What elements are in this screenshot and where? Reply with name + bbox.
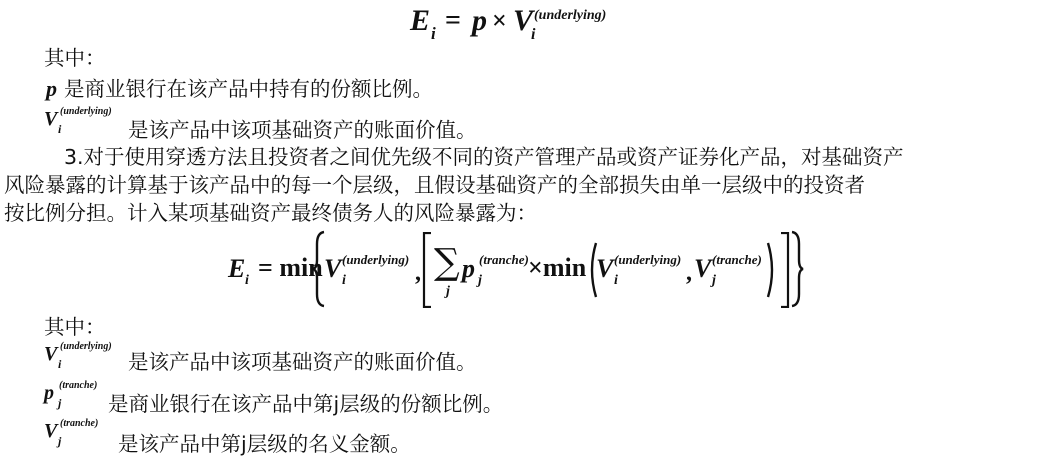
- def-pj-sup: (tranche): [59, 380, 98, 391]
- formula2-p-sub: j: [478, 273, 482, 288]
- def-v1-sup: (underlying): [60, 106, 112, 117]
- def-v1-symbol: V: [44, 108, 58, 130]
- formula2-E: E: [228, 254, 246, 283]
- def-v2-symbol: V: [44, 343, 58, 365]
- formula1-p: p: [472, 4, 487, 37]
- formula2-V2-sub: i: [614, 273, 618, 288]
- def-v1-sub: i: [58, 122, 62, 136]
- formula2-E-sub: i: [245, 273, 249, 288]
- right-paren-icon: [766, 242, 778, 298]
- formula2-sum: ∑: [434, 242, 460, 283]
- def-p-text: 是商业银行在该产品中持有的份额比例。: [64, 77, 433, 101]
- formula2-V3: V: [694, 254, 712, 283]
- def-pj-symbol: p: [44, 382, 54, 404]
- formula2-p: p: [462, 254, 475, 283]
- formula2-sum-sub: j: [446, 284, 450, 299]
- formula2-V: V: [324, 254, 342, 283]
- formula2-comma2: ,: [686, 260, 692, 286]
- formula1-times: ×: [492, 6, 507, 35]
- formula1-eq: =: [445, 5, 461, 36]
- formula2-V2-sup: (underlying): [614, 252, 682, 267]
- def-vj-sup: (tranche): [60, 418, 99, 429]
- formula1-V-sup: (underlying): [534, 8, 607, 23]
- def-vj-sub: j: [58, 434, 62, 448]
- right-brace-icon: [790, 230, 804, 308]
- def-v2-sup: (underlying): [60, 341, 112, 352]
- formula1-E-sub: i: [431, 24, 436, 43]
- where-label-2: 其中：: [44, 315, 106, 339]
- def-p-symbol: p: [46, 76, 57, 101]
- formula2-V-sup: (underlying): [342, 252, 410, 267]
- formula2-V2: V: [596, 254, 614, 283]
- formula2-times-min: ×min: [528, 253, 587, 282]
- formula2-V-sub: i: [342, 273, 346, 288]
- def-v2-sub: i: [58, 357, 62, 371]
- def-pj-text: 是商业银行在该产品中第j层级的份额比例。: [108, 392, 504, 416]
- formula2-comma1: ,: [415, 260, 421, 286]
- def-v1-text: 是该产品中该项基础资产的账面价值。: [128, 118, 477, 142]
- def-v2-text: 是该产品中该项基础资产的账面价值。: [128, 350, 477, 374]
- def-pj-sub: j: [58, 396, 62, 410]
- para3-line2: 风险暴露的计算基于该产品中的每一个层级，且假设基础资产的全部损失由单一层级中的投资者: [4, 173, 865, 197]
- formula-exposure-tranche: [228, 228, 808, 312]
- def-vj-text: 是该产品中第j层级的名义金额。: [118, 432, 411, 456]
- def-vj-symbol: V: [44, 420, 58, 442]
- formula1-V: V: [513, 4, 534, 37]
- formula2-eq-min: = min: [258, 253, 323, 282]
- formula-exposure-simple: [410, 4, 640, 48]
- para3-line3: 按比例分担。计入某项基础资产最终债务人的风险暴露为：: [4, 201, 537, 225]
- formula2-V3-sub: j: [712, 273, 716, 288]
- formula2-V3-sup: (tranche): [712, 252, 762, 267]
- formula1-E: E: [410, 4, 431, 37]
- where-label-1: 其中：: [44, 46, 106, 70]
- formula2-p-sup: (tranche): [479, 252, 529, 267]
- left-bracket-icon: [422, 232, 432, 308]
- right-bracket-icon: [780, 232, 790, 308]
- para3-line1: 3.对于使用穿透方法且投资者之间优先级不同的资产管理产品或资产证券化产品，对基础资产: [64, 145, 904, 169]
- formula1-V-sub: i: [531, 26, 536, 43]
